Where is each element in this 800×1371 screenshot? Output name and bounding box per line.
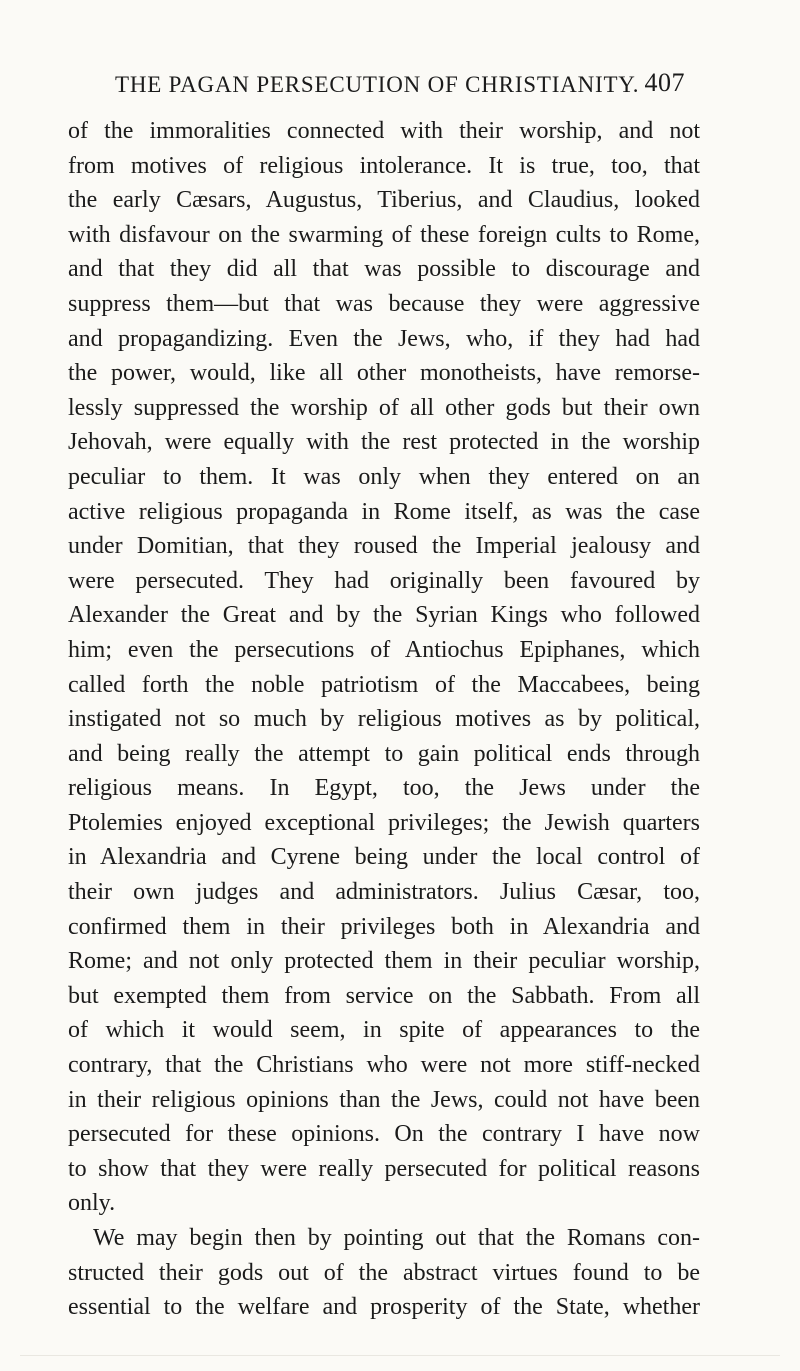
text-line: structed their gods out of the abstract virtues found to be (68, 1259, 700, 1286)
text-line: Jehovah, were equally with the rest protected in the worship (68, 429, 700, 456)
paragraph-end-line: only. (68, 1190, 116, 1217)
text-line: Rome; and not only protected them in their peculiar worship, (68, 948, 700, 975)
running-head (115, 58, 685, 98)
running-title: THE PAGAN PERSECUTION OF CHRISTIANITY. (115, 72, 640, 97)
body-text (68, 114, 700, 1325)
text-line: but exempted them from service on the Sabbath. From all (68, 982, 700, 1009)
text-line: him; even the persecutions of Antiochus Epiphanes, which (68, 636, 700, 663)
page-number: 407 (644, 68, 685, 97)
text-line: and that they did all that was possible to discourage and (68, 256, 700, 283)
text-line: in their religious opinions than the Jews, could not have been (68, 1086, 700, 1113)
text-line: of which it would seem, in spite of appearances to the (68, 1017, 700, 1044)
paragraph-start-line: We may begin then by pointing out that the Romans con- (93, 1225, 700, 1251)
text-line: contrary, that the Christians who were not more stiff-necked (68, 1052, 700, 1079)
text-line: the power, would, like all other monotheists, have remorse- (68, 360, 700, 387)
text-line: confirmed them in their privileges both in Alexandria and (68, 913, 700, 940)
text-line: called forth the noble patriotism of the Maccabees, being (68, 671, 700, 698)
text-line: lessly suppressed the worship of all other gods but their own (68, 394, 700, 421)
text-line: were persecuted. They had originally been favoured by (68, 567, 700, 594)
text-line: to show that they were really persecuted for political reasons (68, 1155, 700, 1182)
text-line: active religious propaganda in Rome itself, as was the case (68, 498, 700, 525)
text-line: with disfavour on the swarming of these foreign cults to Rome, (68, 221, 700, 248)
text-line: Alexander the Great and by the Syrian Kings who followed (68, 602, 700, 629)
text-line: Ptolemies enjoyed exceptional privileges; the Jewish quarters (68, 809, 700, 836)
text-line: of the immoralities connected with their worship, and not (68, 118, 700, 144)
text-line: the early Cæsars, Augustus, Tiberius, and Claudius, looked (68, 187, 700, 214)
text-line: and propagandizing. Even the Jews, who, if they had had (68, 325, 700, 352)
text-line: suppress them—but that was because they were aggressive (68, 290, 700, 317)
text-line: instigated not so much by religious motives as by political, (68, 706, 700, 733)
text-line: in Alexandria and Cyrene being under the local control of (68, 844, 700, 871)
text-line: religious means. In Egypt, too, the Jews under the (68, 775, 700, 802)
text-line: essential to the welfare and prosperity of the State, whether (68, 1294, 700, 1321)
text-line: peculiar to them. It was only when they entered on an (68, 463, 700, 490)
scan-edge-line (20, 1355, 780, 1356)
text-line: and being really the attempt to gain political ends through (68, 740, 700, 767)
text-line: from motives of religious intolerance. It is true, too, that (68, 152, 700, 179)
text-line: under Domitian, that they roused the Imperial jealousy and (68, 533, 700, 560)
text-line: persecuted for these opinions. On the contrary I have now (68, 1121, 700, 1148)
text-line: their own judges and administrators. Julius Cæsar, too, (68, 879, 700, 906)
